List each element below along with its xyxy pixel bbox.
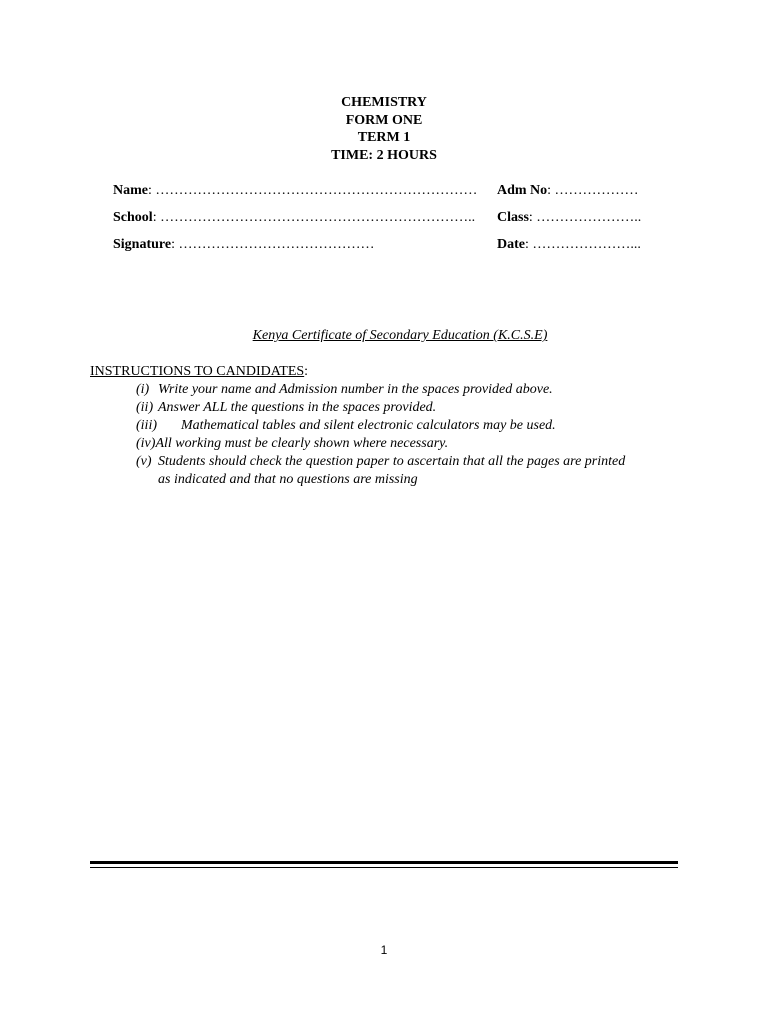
instruction-text: All working must be clearly shown where necessary.: [155, 436, 449, 451]
class-blank: : …………………..: [528, 210, 642, 225]
instruction-item: [136, 399, 696, 417]
instruction-number: (ii): [136, 400, 154, 415]
instructions-heading: [90, 364, 308, 380]
name-blank: : ……………………………………………………………: [148, 183, 478, 198]
signature-blank: : ……………………………………: [171, 237, 375, 252]
instruction-text: as indicated and that no questions are missing: [158, 472, 418, 487]
subject-title: CHEMISTRY: [341, 95, 427, 110]
class-label: Class: [497, 210, 529, 225]
instruction-number: (i): [136, 382, 150, 397]
date-label: Date: [497, 237, 525, 252]
adm-no-field: [497, 183, 639, 199]
instruction-item: [136, 453, 696, 471]
instructions-list: [136, 381, 696, 489]
name-field: [113, 183, 477, 199]
instructions-title-suffix: :: [304, 364, 309, 379]
instruction-item: [136, 435, 696, 453]
signature-field: [113, 237, 374, 253]
footer-rule-thick: [90, 861, 678, 864]
page-number: 1: [380, 943, 388, 957]
instruction-text: Students should check the question paper to ascertain that all the pages are printed: [158, 454, 626, 469]
exam-title: Kenya Certificate of Secondary Education (K.C.S.E): [252, 328, 548, 343]
footer-rule-thin: [90, 867, 678, 868]
adm-no-label: Adm No: [497, 183, 548, 198]
instruction-continuation: [136, 471, 696, 489]
date-field: [497, 237, 641, 253]
exam-header: [0, 94, 768, 164]
instruction-number: (v): [136, 454, 152, 469]
term-title: TERM 1: [357, 130, 411, 145]
class-field: [497, 210, 641, 226]
instruction-item: [136, 417, 696, 435]
adm-no-blank: : ………………: [547, 183, 639, 198]
instruction-number: (iv): [136, 436, 156, 451]
date-blank: : …………………...: [525, 237, 641, 252]
instruction-indent: [136, 471, 158, 489]
instruction-item: [136, 381, 696, 399]
instruction-text: Write your name and Admission number in the spaces provided above.: [158, 382, 553, 397]
form-title: FORM ONE: [345, 112, 423, 128]
name-label: Name: [113, 183, 148, 198]
instructions-title: INSTRUCTIONS TO CANDIDATES: [90, 364, 305, 379]
instruction-text: Mathematical tables and silent electronic calculators may be used.: [181, 418, 556, 433]
instruction-number: (iii): [136, 418, 157, 433]
time-title: TIME: 2 HOURS: [331, 147, 437, 163]
school-label: School: [113, 210, 153, 225]
signature-label: Signature: [113, 237, 172, 252]
school-field: [113, 210, 475, 226]
school-blank: : …………………………………………………………..: [152, 210, 476, 225]
instruction-text: Answer ALL the questions in the spaces provided.: [158, 400, 437, 415]
